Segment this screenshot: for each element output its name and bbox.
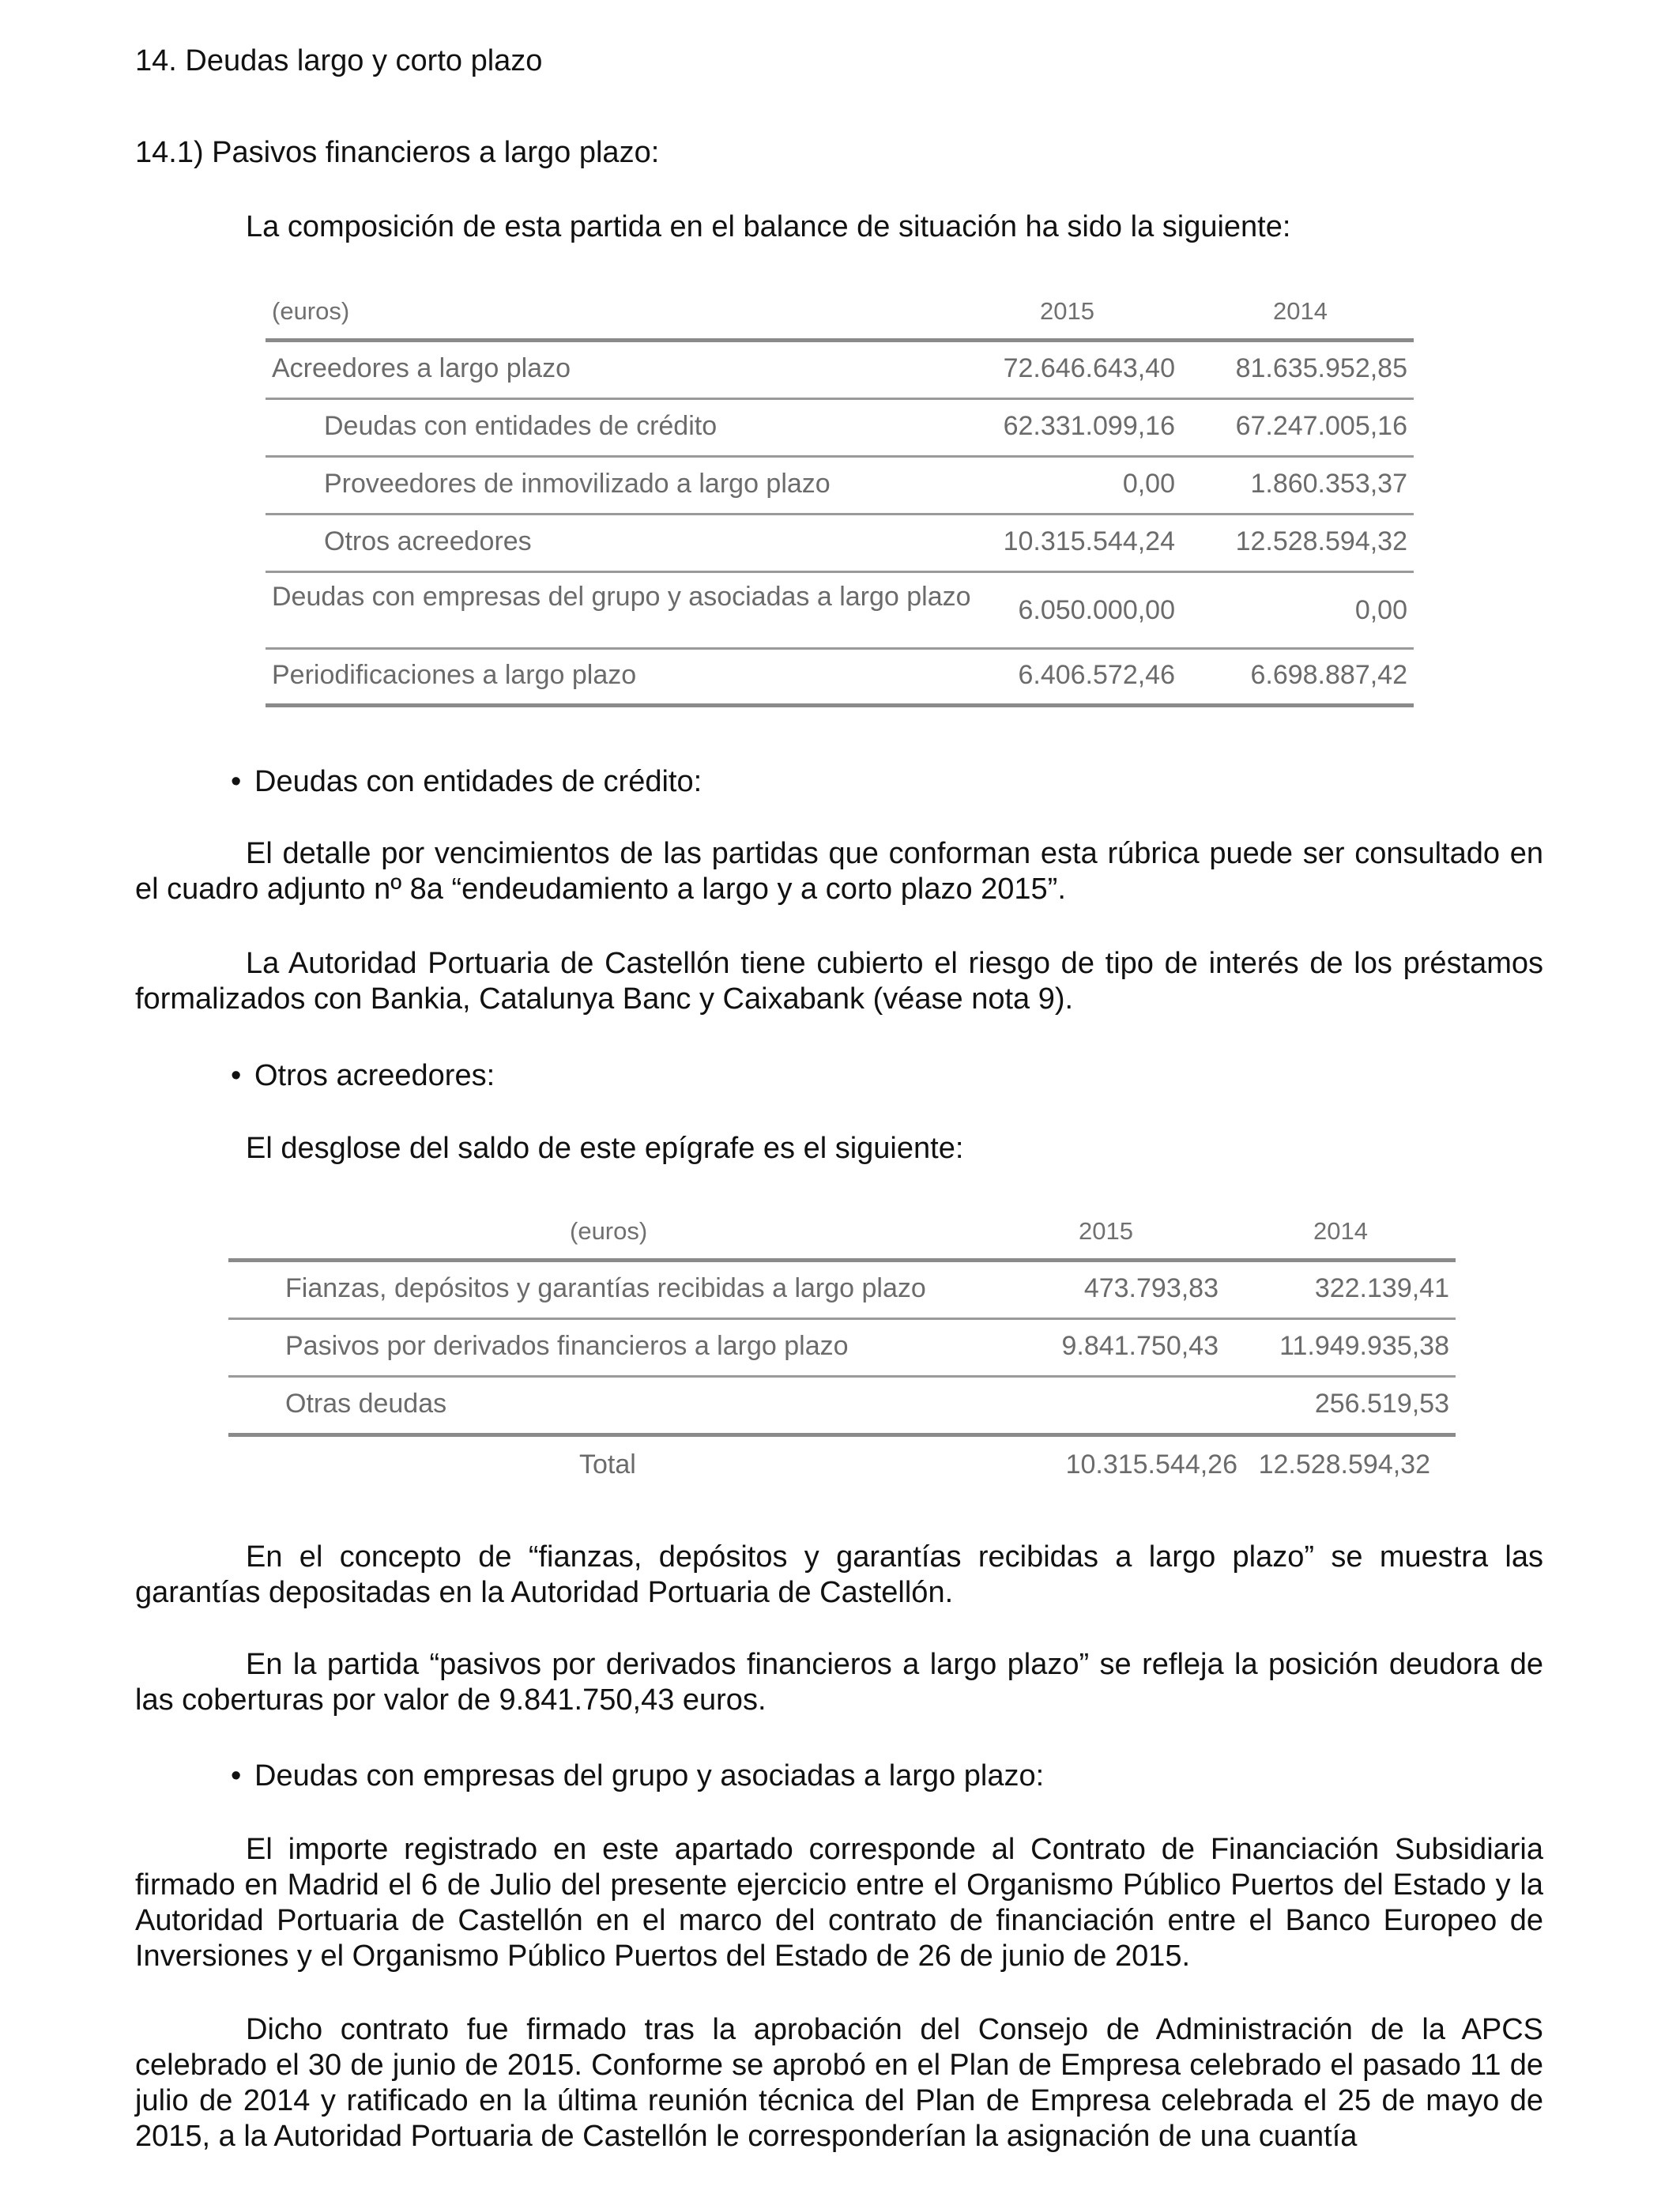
paragraph: El desglose del saldo de este epígrafe es el siguiente: <box>246 1132 964 1165</box>
paragraph: La Autoridad Portuaria de Castellón tiene cubierto el riesgo de tipo de interés de los préstamos formalizados con Bankia, Catalunya Banc y Caixabank (véase nota 9). <box>135 947 1543 1016</box>
table-row: Pasivos por derivados financieros a largo plazo 9.841.750,43 11.949.935,38 <box>228 1320 1456 1378</box>
table-row: Otras deudas 256.519,53 <box>228 1378 1456 1437</box>
paragraph: En el concepto de “fianzas, depósitos y garantías recibidas a largo plazo” se muestra las garantías depositadas en la Autoridad Portuaria de Castellón. <box>135 1540 1543 1609</box>
unit-label: (euros) <box>570 1217 648 1245</box>
other-creditors-table <box>228 1209 1456 1492</box>
table-row: Deudas con entidades de crédito 62.331.099,16 67.247.005,16 <box>266 400 1414 458</box>
bullet-icon: • <box>231 1059 242 1092</box>
paragraph: El detalle por vencimientos de las partidas que conforman esta rúbrica puede ser consultado en el cuadro adjunto nº 8a “endeudamiento a largo y a corto plazo 2015”. <box>135 837 1543 906</box>
column-header-2015: 2015 <box>1040 297 1094 325</box>
column-header-2014: 2014 <box>1313 1217 1368 1245</box>
table-row: Deudas con empresas del grupo y asociadas a largo plazo 6.050.000,00 0,00 <box>266 573 1414 650</box>
column-header-2014: 2014 <box>1273 297 1328 325</box>
bullet-icon: • <box>231 1759 242 1793</box>
table-row: Fianzas, depósitos y garantías recibidas a largo plazo 473.793,83 322.139,41 <box>228 1262 1456 1320</box>
table-total-row: Total 10.315.544,26 12.528.594,32 <box>579 1449 1430 1480</box>
bullet-item: • Otros acreedores: <box>231 1059 495 1092</box>
bullet-icon: • <box>231 765 242 798</box>
section-heading: 14. Deudas largo y corto plazo <box>135 44 543 77</box>
paragraph: En la partida “pasivos por derivados financieros a largo plazo” se refleja la posición deudora de las coberturas por valor de 9.841.750,43 euros. <box>135 1648 1543 1717</box>
table-row: Acreedores a largo plazo 72.646.643,40 81.635.952,85 <box>266 342 1414 400</box>
intro-text: La composición de esta partida en el balance de situación ha sido la siguiente: <box>246 210 1291 243</box>
unit-label: (euros) <box>272 297 350 325</box>
bullet-item: • Deudas con empresas del grupo y asociadas a largo plazo: <box>231 1759 1045 1793</box>
table-row: Otros acreedores 10.315.544,24 12.528.594,32 <box>266 515 1414 573</box>
paragraph: Dicho contrato fue firmado tras la aprobación del Consejo de Administración de la APCS celebrado el 30 de junio de 2015. Conforme se aprobó en el Plan de Empresa celebrado el pasado 11 de julio de 2014 y ratificado en la última reunión técnica del Plan de Empresa celebrada el 25 de mayo de 2015, a la Autoridad Portuaria de Castellón le corresponderían la asignación de una cuantía <box>135 2013 1543 2153</box>
column-header-2015: 2015 <box>1079 1217 1133 1245</box>
table-header <box>266 292 1414 338</box>
table-row: Proveedores de inmovilizado a largo plazo 0,00 1.860.353,37 <box>266 458 1414 515</box>
subsection-heading: 14.1) Pasivos financieros a largo plazo: <box>135 136 660 169</box>
paragraph: El importe registrado en este apartado corresponde al Contrato de Financiación Subsidiaria firmado en Madrid el 6 de Julio del presente ejercicio entre el Organismo Público Puertos del Estado y la Autoridad Portuaria de Castellón en el marco del contrato de financiación entre el Banco Europeo de Inversiones y el Organismo Público Puertos del Estado de 26 de junio de 2015. <box>135 1833 1543 1973</box>
table-header <box>228 1209 1456 1258</box>
long-term-liabilities-table <box>266 292 1414 707</box>
bullet-item: • Deudas con entidades de crédito: <box>231 765 703 798</box>
table-row: Periodificaciones a largo plazo 6.406.572,46 6.698.887,42 <box>266 650 1414 707</box>
